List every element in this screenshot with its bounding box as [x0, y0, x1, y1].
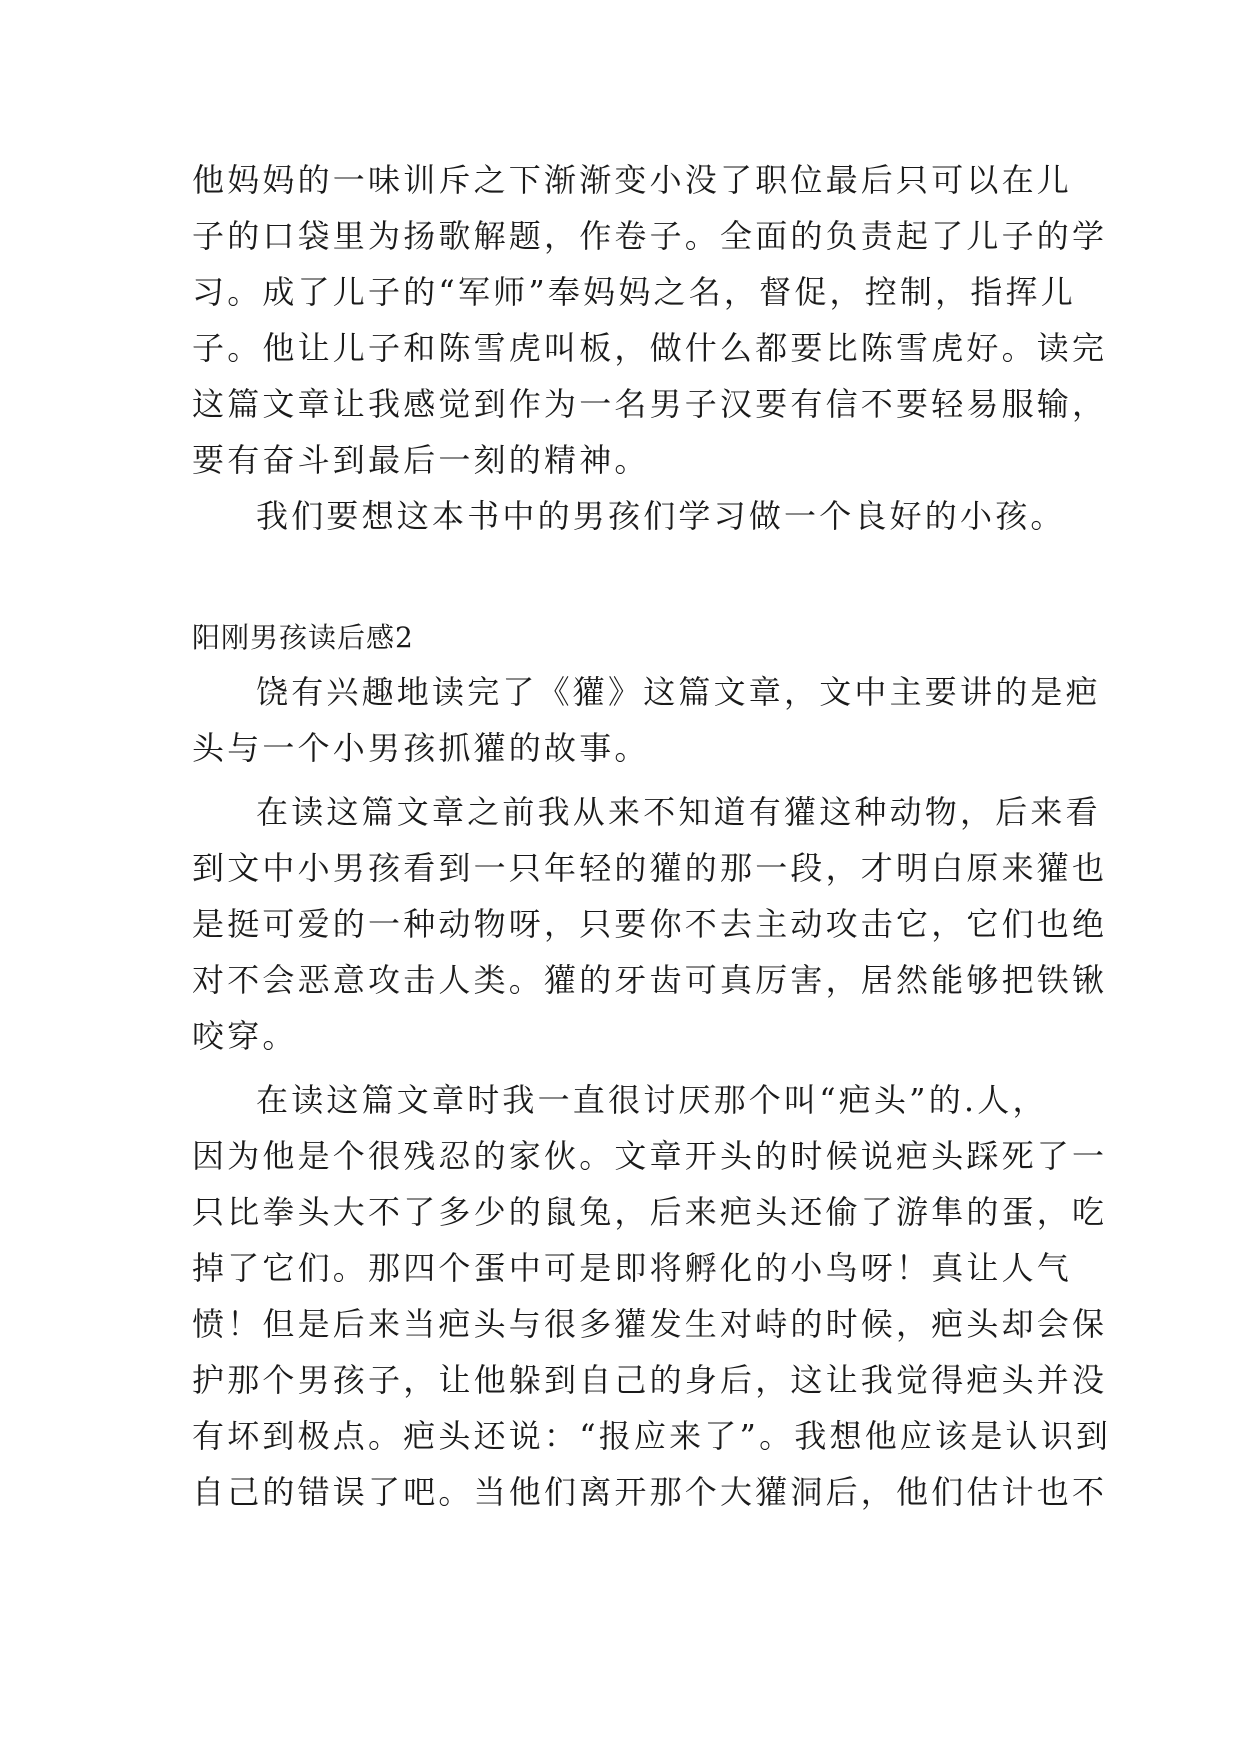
paragraph-line: 因为他是个很残忍的家伙。文章开头的时候说疤头踩死了一 — [192, 1137, 1108, 1175]
paragraph-line: 到文中小男孩看到一只年轻的獾的那一段，才明白原来獾也 — [192, 849, 1108, 887]
paragraph-line: 我们要想这本书中的男孩们学习做一个良好的小孩。 — [256, 497, 1066, 535]
paragraph-line: 饶有兴趣地读完了《獾》这篇文章，文中主要讲的是疤 — [256, 673, 1101, 711]
section-heading: 阳刚男孩读后感2 — [192, 621, 414, 654]
paragraph-line: 是挺可爱的一种动物呀，只要你不去主动攻击它，它们也绝 — [192, 905, 1108, 943]
paragraph-line: 护那个男孩子，让他躲到自己的身后，这让我觉得疤头并没 — [192, 1361, 1108, 1399]
paragraph-line: 只比拳头大不了多少的鼠兔，后来疤头还偷了游隼的蛋，吃 — [192, 1193, 1108, 1231]
paragraph-line: 子的口袋里为扬歌解题，作卷子。全面的负责起了儿子的学 — [192, 217, 1108, 255]
paragraph-line: 有坏到极点。疤头还说：“报应来了”。我想他应该是认识到 — [192, 1417, 1112, 1455]
paragraph-line: 对不会恶意攻击人类。獾的牙齿可真厉害，居然能够把铁锹 — [192, 961, 1108, 999]
paragraph-line: 在读这篇文章时我一直很讨厌那个叫“疤头”的.人， — [256, 1081, 1048, 1119]
paragraph-line: 愤！但是后来当疤头与很多獾发生对峙的时候，疤头却会保 — [192, 1305, 1108, 1343]
paragraph-line: 子。他让儿子和陈雪虎叫板，做什么都要比陈雪虎好。读完 — [192, 329, 1108, 367]
paragraph-line: 习。成了儿子的“军师”奉妈妈之名，督促，控制，指挥儿 — [192, 273, 1076, 311]
paragraph-line: 他妈妈的一味训斥之下渐渐变小没了职位最后只可以在儿 — [192, 161, 1073, 199]
paragraph-line: 在读这篇文章之前我从来不知道有獾这种动物，后来看 — [256, 793, 1101, 831]
paragraph-line: 自己的错误了吧。当他们离开那个大獾洞后，他们估计也不 — [192, 1473, 1108, 1511]
paragraph-line: 要有奋斗到最后一刻的精神。 — [192, 441, 650, 479]
paragraph-line: 头与一个小男孩抓獾的故事。 — [192, 729, 650, 767]
paragraph-line: 这篇文章让我感觉到作为一名男子汉要有信不要轻易服输， — [192, 385, 1108, 423]
paragraph-line: 掉了它们。那四个蛋中可是即将孵化的小鸟呀！真让人气 — [192, 1249, 1073, 1287]
paragraph-line: 咬穿。 — [192, 1017, 298, 1055]
